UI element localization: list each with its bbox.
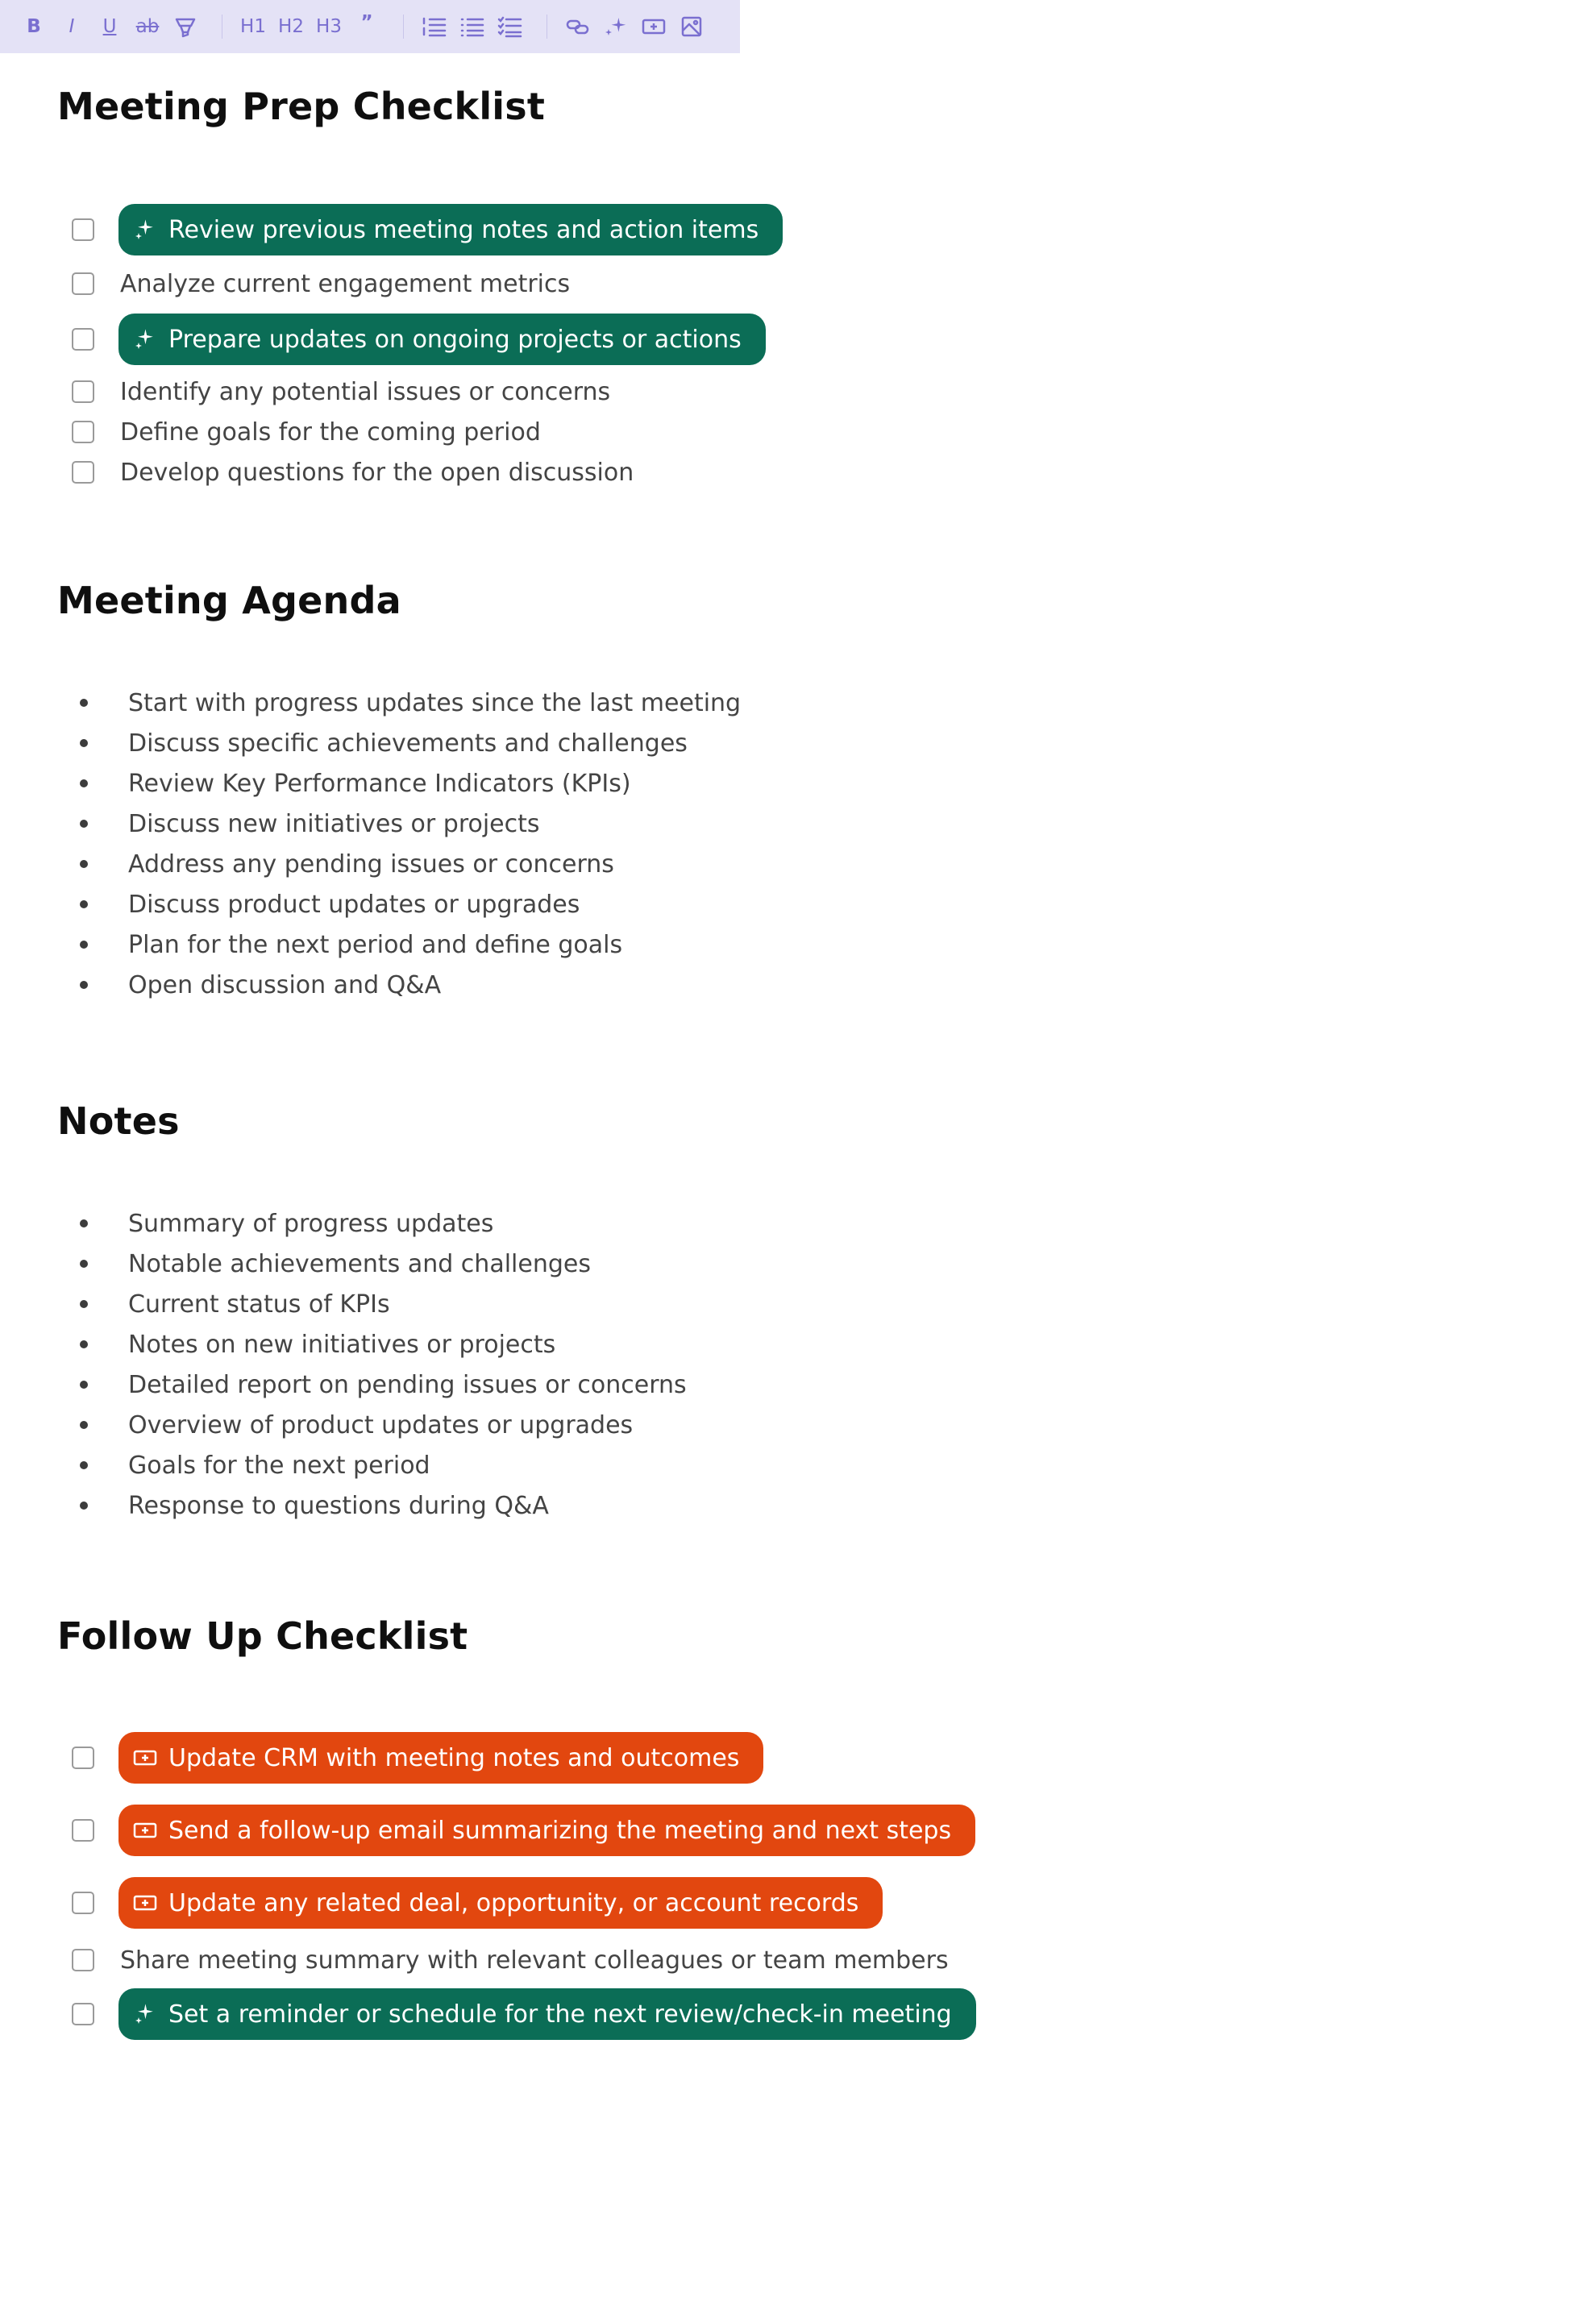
checklist-item <box>57 1877 1557 1929</box>
list-group <box>418 0 532 53</box>
bullet <box>80 1260 88 1268</box>
checklist-item-text: Review previous meeting notes and action items <box>168 215 759 244</box>
list-item <box>57 884 1557 924</box>
checklist-item <box>57 314 1557 365</box>
checklist-item-text: Update CRM with meeting notes and outcomes <box>168 1743 740 1772</box>
sparkle-icon <box>131 2000 159 2028</box>
checkbox[interactable] <box>72 328 94 351</box>
checkbox[interactable] <box>72 1747 94 1769</box>
list-item <box>57 1485 1557 1526</box>
crm-action-pill[interactable] <box>118 1877 883 1929</box>
list-item <box>57 1324 1557 1364</box>
checklist-item <box>57 262 1557 305</box>
bullet <box>80 1421 88 1429</box>
list-item-text: Overview of product updates or upgrades <box>128 1410 634 1439</box>
list-item-text: Response to questions during Q&A <box>128 1491 549 1520</box>
list-item-text: Address any pending issues or concerns <box>128 849 614 879</box>
bullet <box>80 779 88 787</box>
image-button[interactable] <box>675 10 708 43</box>
checkbox[interactable] <box>72 1819 94 1842</box>
section-notes <box>57 1095 1557 1526</box>
checkbox[interactable] <box>72 272 94 295</box>
notes-list <box>57 1203 1557 1526</box>
bullet <box>80 1381 88 1389</box>
checklist-item-text: Analyze current engagement metrics <box>120 269 571 298</box>
heading3-button[interactable]: H3 <box>316 16 342 37</box>
checklist-item-text: Identify any potential issues or concerns <box>120 377 611 406</box>
bullet <box>80 860 88 868</box>
checklist-item-text: Send a follow-up email summarizing the meeting and next steps <box>168 1816 952 1845</box>
bullet <box>80 699 88 707</box>
document-body <box>57 53 1557 2040</box>
section-meeting-agenda <box>57 574 1557 1005</box>
bullet <box>80 820 88 828</box>
list-item-text: Discuss new initiatives or projects <box>128 809 540 838</box>
list-item <box>57 763 1557 804</box>
crm-action-button[interactable] <box>638 10 670 43</box>
sparkle-icon <box>131 216 159 243</box>
ai-action-pill[interactable] <box>118 314 766 365</box>
checklist-meeting-prep <box>57 204 1557 492</box>
crm-action-pill[interactable] <box>118 1732 763 1784</box>
list-item-text: Discuss specific achievements and challenges <box>128 729 688 758</box>
list-item <box>57 1405 1557 1445</box>
list-item <box>57 804 1557 844</box>
section-title-meeting-prep: Meeting Prep Checklist <box>57 85 546 128</box>
bullet <box>80 941 88 949</box>
checklist-item-text: Prepare updates on ongoing projects or actions <box>168 325 742 354</box>
text-style-group <box>18 0 207 53</box>
checkbox[interactable] <box>72 461 94 484</box>
checkbox[interactable] <box>72 380 94 403</box>
section-title-follow-up: Follow Up Checklist <box>57 1614 468 1658</box>
checklist-icon <box>497 15 523 39</box>
crm-card-icon <box>641 15 667 39</box>
checkbox[interactable] <box>72 218 94 241</box>
heading1-button[interactable]: H1 <box>240 16 266 37</box>
list-item <box>57 1203 1557 1244</box>
image-icon <box>680 15 704 39</box>
checklist-follow-up <box>57 1732 1557 2040</box>
list-item-text: Notes on new initiatives or projects <box>128 1330 556 1359</box>
highlight-button[interactable] <box>169 10 202 43</box>
checklist-item-text: Update any related deal, opportunity, or account records <box>168 1888 859 1917</box>
section-meeting-prep <box>57 53 1557 492</box>
list-item-text: Start with progress updates since the last meeting <box>128 688 742 717</box>
checklist-button[interactable] <box>494 10 526 43</box>
sparkle-icon <box>131 326 159 353</box>
checklist-item-text: Develop questions for the open discussion <box>120 458 634 487</box>
ai-action-pill[interactable] <box>118 204 783 255</box>
insert-group <box>562 0 713 53</box>
crm-card-icon <box>131 1817 159 1844</box>
list-item <box>57 1364 1557 1405</box>
list-item <box>57 965 1557 1005</box>
checklist-item <box>57 204 1557 255</box>
agenda-list <box>57 683 1557 1005</box>
checklist-item <box>57 1938 1557 1982</box>
list-item <box>57 723 1557 763</box>
bullet <box>80 1219 88 1227</box>
list-item <box>57 1284 1557 1324</box>
list-item <box>57 1244 1557 1284</box>
checklist-item-text: Set a reminder or schedule for the next review/check-in meeting <box>168 2000 952 2029</box>
bullet <box>80 1502 88 1510</box>
list-item-text: Notable achievements and challenges <box>128 1249 591 1278</box>
list-item-text: Summary of progress updates <box>128 1209 494 1238</box>
ai-action-pill[interactable] <box>118 1988 976 2040</box>
bullet-list-button[interactable] <box>456 10 488 43</box>
bullet <box>80 1461 88 1469</box>
bold-button[interactable]: B <box>27 16 41 37</box>
list-item <box>57 844 1557 884</box>
crm-card-icon <box>131 1889 159 1917</box>
bullet <box>80 900 88 908</box>
list-item <box>57 924 1557 965</box>
checklist-item-text: Share meeting summary with relevant colleagues or team members <box>120 1946 949 1975</box>
italic-button[interactable]: I <box>69 16 75 37</box>
checkbox[interactable] <box>72 421 94 443</box>
list-item-text: Plan for the next period and define goals <box>128 930 623 959</box>
ordered-list-icon <box>422 15 447 39</box>
section-title-notes: Notes <box>57 1099 180 1143</box>
toolbar-divider <box>403 15 404 39</box>
link-icon <box>565 15 591 39</box>
list-item-text: Review Key Performance Indicators (KPIs) <box>128 769 631 798</box>
list-item-text: Open discussion and Q&A <box>128 970 442 999</box>
list-item-text: Goals for the next period <box>128 1451 430 1480</box>
section-title-meeting-agenda: Meeting Agenda <box>57 579 401 622</box>
link-button[interactable] <box>562 10 594 43</box>
checklist-item-text: Define goals for the coming period <box>120 417 541 447</box>
section-follow-up <box>57 1610 1557 2040</box>
bullet <box>80 739 88 747</box>
checkbox[interactable] <box>72 1892 94 1914</box>
ai-sparkle-button[interactable] <box>600 10 632 43</box>
quote-button[interactable]: ” <box>360 12 373 33</box>
bullet <box>80 1300 88 1308</box>
checklist-item <box>57 452 1557 492</box>
list-item-text: Current status of KPIs <box>128 1290 390 1319</box>
heading2-button[interactable]: H2 <box>278 16 304 37</box>
checklist-item <box>57 1988 1557 2040</box>
strikethrough-button[interactable]: ab <box>135 16 160 37</box>
checklist-item <box>57 372 1557 412</box>
checklist-item <box>57 1805 1557 1856</box>
bullet <box>80 981 88 989</box>
heading-group <box>237 0 389 53</box>
ordered-list-button[interactable] <box>418 10 451 43</box>
bullet <box>80 1340 88 1348</box>
checkbox[interactable] <box>72 1949 94 1971</box>
list-item <box>57 1445 1557 1485</box>
checkbox[interactable] <box>72 2003 94 2025</box>
checklist-item <box>57 1732 1557 1784</box>
formatting-toolbar <box>0 0 740 53</box>
crm-card-icon <box>131 1744 159 1772</box>
crm-action-pill[interactable] <box>118 1805 975 1856</box>
underline-button[interactable]: U <box>102 16 117 37</box>
sparkle-icon <box>604 15 628 39</box>
highlighter-icon <box>173 15 197 39</box>
list-item <box>57 683 1557 723</box>
checklist-item <box>57 412 1557 452</box>
bullet-list-icon <box>459 15 485 39</box>
list-item-text: Detailed report on pending issues or concerns <box>128 1370 687 1399</box>
list-item-text: Discuss product updates or upgrades <box>128 890 580 919</box>
